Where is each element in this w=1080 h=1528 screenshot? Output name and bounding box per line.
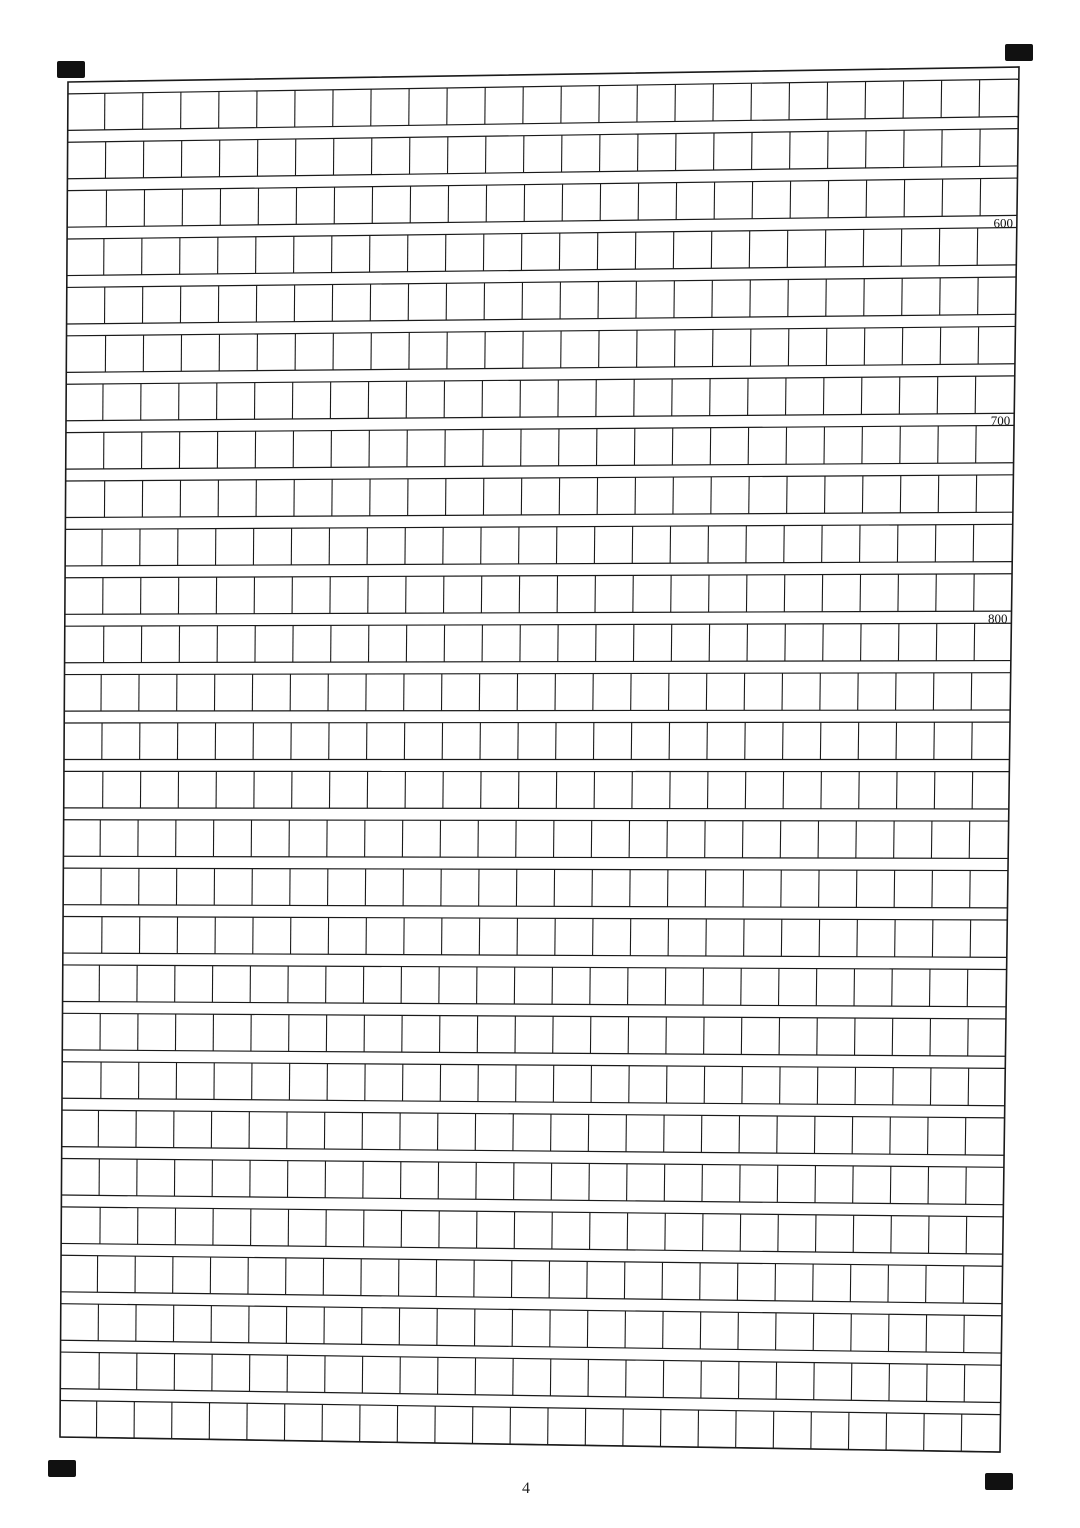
grid-row [67,228,1017,276]
grid-row [66,425,1014,469]
grid-row [64,771,1010,809]
grid-row [64,722,1010,759]
grid-row [62,1110,1005,1155]
grid-row [65,574,1012,615]
writing-grid [60,67,1019,1452]
grid-row [67,129,1018,179]
word-count-label: 800 [988,611,1008,627]
grid-row [61,1207,1003,1254]
grid-row [67,178,1017,227]
grid-row [63,820,1008,859]
grid-row [64,673,1010,711]
grid-row [65,623,1012,662]
page-number: 4 [522,1480,530,1497]
grid-row [62,1013,1006,1056]
word-count-label: 700 [990,413,1011,429]
grid-row [67,277,1017,324]
word-count-label: 600 [993,215,1013,231]
grid-row [60,1352,1001,1402]
grid-row [63,868,1008,908]
grid-row [63,965,1007,1007]
grid-row [65,475,1013,518]
grid-row [66,376,1015,421]
grid-row [61,1158,1003,1204]
grid-row [62,1062,1005,1106]
grid-row [68,79,1019,130]
grid-row [61,1255,1003,1303]
grid-row [63,917,1007,958]
grid-row [66,326,1015,372]
grid-row [60,1400,1001,1452]
grid-row [65,524,1013,566]
grid-row [61,1304,1002,1353]
